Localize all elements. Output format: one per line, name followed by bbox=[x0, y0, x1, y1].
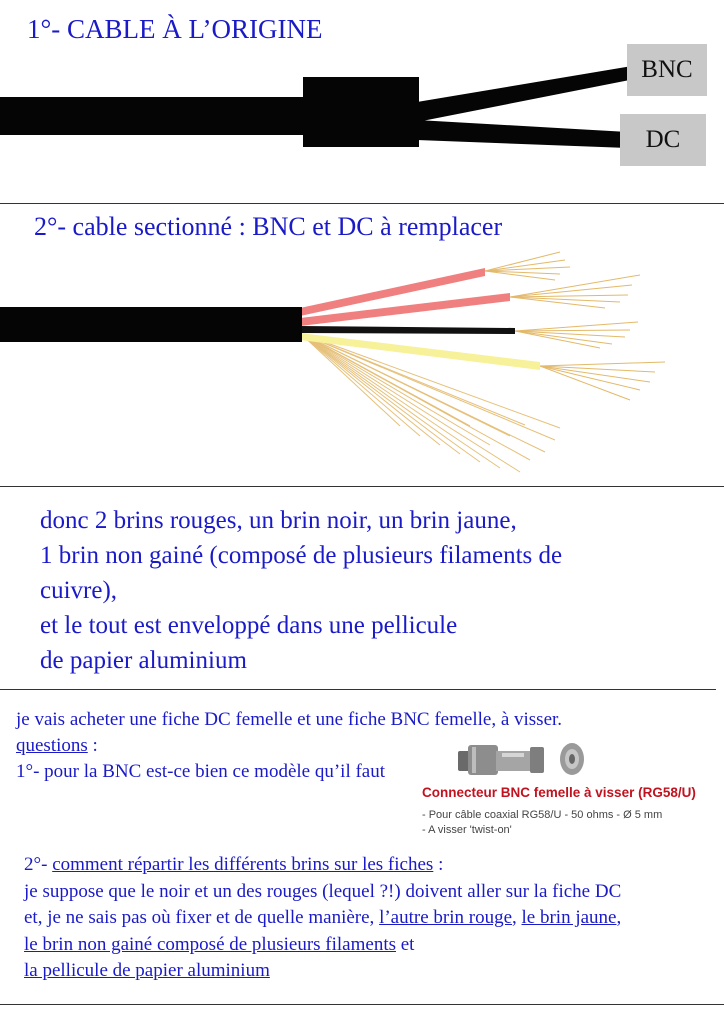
cut-cable-illustration bbox=[0, 240, 724, 480]
foil-link[interactable]: la pellicule de papier aluminium bbox=[24, 960, 270, 981]
bnc-branch-cable bbox=[417, 66, 640, 122]
bnc-connector-image bbox=[454, 735, 584, 781]
question-2 bbox=[24, 852, 724, 879]
uncertainty-text bbox=[24, 905, 724, 932]
divider bbox=[0, 486, 724, 487]
wire-description bbox=[40, 503, 700, 678]
cable-junction bbox=[303, 77, 419, 147]
separator: , bbox=[512, 907, 522, 928]
black-wire bbox=[300, 326, 515, 334]
description-line: donc 2 brins rouges, un brin noir, un brin jaune, bbox=[40, 507, 517, 534]
uncertainty-prefix: et, je ne sais pas où fixer et de quelle manière, bbox=[24, 907, 380, 928]
red-wire-link[interactable]: l’autre brin rouge bbox=[379, 907, 513, 928]
question-2-link[interactable]: comment répartir les différents brins sur les fiches bbox=[52, 854, 434, 875]
description-line: 1 brin non gainé (composé de plusieurs filaments de bbox=[40, 542, 563, 569]
copper-fan-black bbox=[515, 322, 638, 348]
dc-label: DC bbox=[620, 114, 706, 166]
description-line: cuivre), bbox=[40, 577, 118, 604]
question-2-prefix: 2°- bbox=[24, 854, 53, 875]
questions-colon: : bbox=[87, 735, 98, 756]
intro-text: je vais acheter une fiche DC femelle et une fiche BNC femelle, à visser. bbox=[16, 709, 563, 730]
question-1: 1°- pour la BNC est-ce bien ce modèle qu’il faut bbox=[16, 761, 386, 782]
question-2-block bbox=[24, 852, 724, 985]
bare-wire-line bbox=[24, 932, 724, 959]
product-spec-2: - A visser 'twist-on' bbox=[422, 824, 512, 836]
description-line: de papier aluminium bbox=[40, 647, 247, 674]
section2-title: 2°- cable sectionné : BNC et DC à remplacer bbox=[34, 212, 503, 241]
bnc-label: BNC bbox=[627, 44, 707, 96]
copper-fan-yellow bbox=[540, 362, 665, 400]
section1-title: 1°- CABLE À L’ORIGINE bbox=[27, 14, 323, 44]
question-2-colon: : bbox=[433, 854, 444, 875]
red-wire-2 bbox=[300, 293, 510, 326]
bare-wire-link[interactable]: le brin non gainé composé de plusieurs filaments bbox=[24, 933, 396, 955]
main-cable bbox=[0, 97, 305, 135]
separator: , bbox=[616, 907, 622, 928]
original-cable-illustration bbox=[0, 40, 724, 200]
questions-link[interactable]: questions bbox=[16, 735, 88, 756]
assumption-text: je suppose que le noir et un des rouges (lequel ?!) doivent aller sur la fiche DC bbox=[24, 880, 622, 902]
cut-cable-sheath bbox=[0, 307, 302, 342]
divider bbox=[0, 689, 716, 690]
product-spec-1: - Pour câble coaxial RG58/U - 50 ohms - Ø 5 mm bbox=[422, 809, 663, 821]
foil-line bbox=[24, 958, 724, 985]
divider bbox=[0, 203, 724, 204]
conjunction: et bbox=[396, 933, 415, 955]
dc-branch-cable bbox=[417, 120, 628, 148]
yellow-wire-link[interactable]: le brin jaune bbox=[521, 907, 617, 928]
description-line: et le tout est enveloppé dans une pellicule bbox=[40, 612, 458, 639]
product-name: Connecteur BNC femelle à visser (RG58/U) bbox=[422, 785, 696, 800]
divider bbox=[0, 1004, 724, 1005]
product-card bbox=[418, 735, 718, 845]
